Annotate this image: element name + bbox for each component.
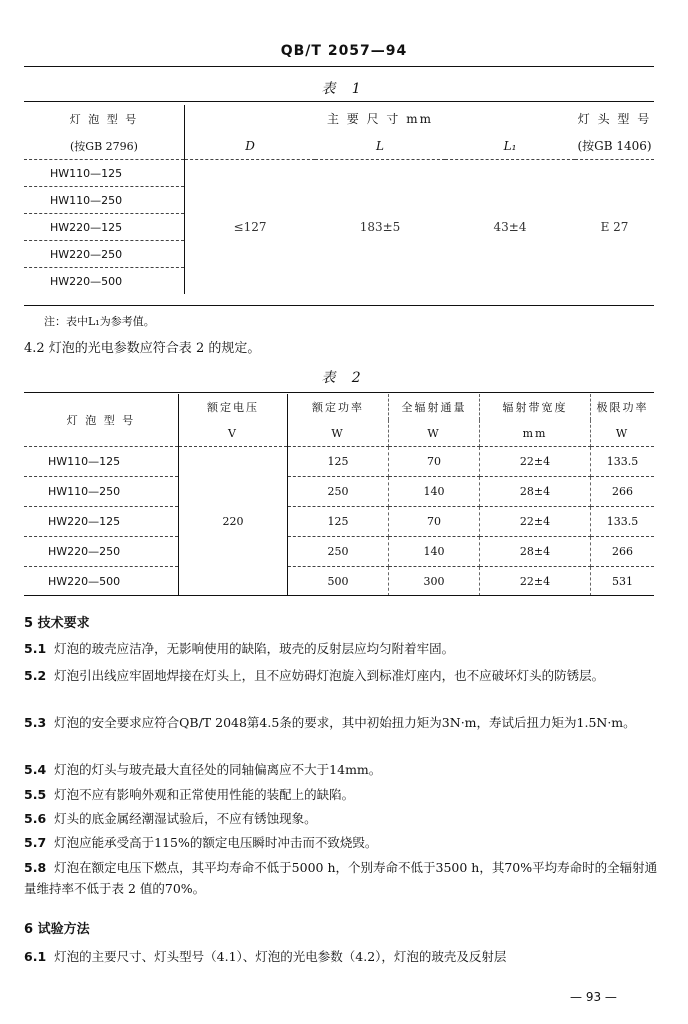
table1-title: 表 1	[321, 81, 367, 97]
table2-limit-value: 133.5	[591, 447, 655, 477]
table2-power-value: 500	[288, 567, 389, 597]
table2-limit-value: 531	[612, 575, 633, 588]
table2-width-value: 22±4	[480, 507, 591, 537]
table2-unit-limit: W	[591, 420, 655, 447]
table1-row-type: HW220—500	[24, 268, 185, 295]
table2-unit-flux: W	[389, 420, 480, 447]
table2-power-value: 125	[288, 507, 389, 537]
clause-text: 灯泡的玻壳应洁净，无影响使用的缺陷，玻壳的反射层应均匀附着牢固。	[54, 641, 455, 656]
table1-header-base: 灯 头 型 号	[577, 112, 652, 126]
table1	[24, 105, 654, 294]
table1-l-value: 183±5	[359, 220, 401, 234]
table1-row-type: HW220—250	[24, 241, 185, 268]
table2-power-value: 125	[288, 447, 389, 477]
clause-6-1	[24, 946, 658, 967]
clause-5-3	[24, 712, 658, 733]
clause-5-7	[24, 832, 658, 853]
table2-width-value: 28±4	[480, 477, 591, 507]
table1-header-d: D	[185, 132, 316, 160]
clause-5-1	[24, 638, 658, 659]
table-row	[24, 537, 654, 567]
clause-text: 灯泡不应有影响外观和正常使用性能的装配上的缺陷。	[54, 787, 355, 802]
table2-limit-value: 133.5	[591, 507, 655, 537]
clause-number: 5.1	[24, 641, 47, 656]
clause-number: 5.2	[24, 668, 47, 683]
table1-l1-value: 43±4	[493, 220, 527, 234]
table1-row-type: HW110—125	[24, 160, 185, 187]
table1-header-l: L	[315, 132, 445, 160]
table2	[24, 394, 654, 596]
clause-number: 5.4	[24, 762, 47, 777]
table2-unit-power: W	[288, 420, 389, 447]
table1-note: 注：表中L₁为参考值。	[44, 315, 155, 328]
clause-5-2	[24, 665, 658, 686]
table2-row-type: HW110—250	[24, 477, 179, 507]
header-rule	[24, 66, 654, 67]
table2-limit-value: 266	[591, 537, 655, 567]
clause-5-8	[24, 857, 658, 899]
table2-row-type: HW110—125	[24, 447, 179, 477]
table2-header-limit-power: 极限功率	[596, 401, 649, 414]
section-6-heading: 6 试验方法	[24, 922, 90, 937]
clause-text: 灯泡引出线应牢固地焊接在灯头上，且不应妨碍灯泡旋入到标准灯座内，也不应破坏灯头的防锈层。	[54, 668, 605, 683]
table2-width-value: 22±4	[480, 567, 591, 597]
table2-header-type: 灯 泡 型 号	[24, 394, 179, 447]
table2-unit-width: mm	[480, 420, 591, 447]
clause-text: 灯泡的安全要求应符合QB/T 2048第4.5条的要求，其中初始扭力矩为3N·m，寿试后扭力矩为1.5N·m。	[54, 715, 636, 730]
table2-bottom-rule	[24, 595, 654, 596]
table2-row-type: HW220—250	[24, 537, 179, 567]
clause-5-4	[24, 759, 658, 780]
clause-text: 灯泡在额定电压下燃点，其平均寿命不低于5000 h，个别寿命不低于3500 h，其70%平均寿命时的全辐射通量维持率不低于表 2 值的70%。	[24, 860, 658, 896]
table2-flux-value: 300	[389, 567, 480, 597]
clause-text: 灯泡的灯头与玻壳最大直径处的同轴偏离应不大于14mm。	[54, 762, 382, 777]
clause-text: 灯头的底金属经潮湿试验后，不应有锈蚀现象。	[54, 811, 317, 826]
clause-number: 6.1	[24, 949, 47, 964]
clause-text: 灯泡应能承受高于115%的额定电压瞬时冲击而不致烧毁。	[54, 835, 378, 850]
page-number: — 93 —	[570, 990, 617, 1004]
table1-header-dimensions: 主 要 尺 寸 mm	[326, 112, 434, 126]
table2-flux-value: 140	[389, 477, 480, 507]
table2-row-type: HW220—500	[24, 567, 179, 597]
table1-header-type: 灯 泡 型 号	[24, 105, 185, 132]
table2-width-value: 22±4	[480, 447, 591, 477]
table1-top-rule	[24, 101, 654, 102]
table2-header-flux: 全辐射通量	[389, 394, 480, 420]
clause-number: 5.5	[24, 787, 47, 802]
standard-number: QB/T 2057—94	[280, 43, 408, 59]
table1-header-type-std: (按GB 2796)	[24, 132, 185, 160]
table1-header-l1: L₁	[445, 132, 575, 160]
section-5-heading: 5 技术要求	[24, 616, 90, 631]
table-row	[24, 477, 654, 507]
paragraph-4-2: 4.2 灯泡的光电参数应符合表 2 的规定。	[24, 341, 261, 356]
table2-limit-value: 266	[591, 477, 655, 507]
table2-header-power: 额定功率	[288, 394, 389, 420]
table2-power-value: 250	[288, 537, 389, 567]
table-row	[24, 447, 654, 477]
clause-5-5	[24, 784, 658, 805]
table1-header-base-std: (按GB 1406)	[575, 132, 654, 160]
table-row	[24, 507, 654, 537]
table1-d-value: ≤127	[233, 220, 267, 234]
table1-base-value: E 27	[600, 220, 629, 234]
clause-text: 灯泡的主要尺寸、灯头型号（4.1）、灯泡的光电参数（4.2），灯泡的玻壳及反射层	[54, 949, 507, 964]
clause-number: 5.6	[24, 811, 47, 826]
table1-row-type: HW220—125	[24, 214, 185, 241]
table2-header-width: 辐射带宽度	[480, 394, 591, 420]
table2-voltage-value: 220	[179, 447, 288, 597]
table2-flux-value: 70	[389, 447, 480, 477]
table-row	[24, 567, 654, 597]
table2-top-rule	[24, 392, 654, 393]
table2-width-value: 28±4	[480, 537, 591, 567]
table1-row-type: HW110—250	[24, 187, 185, 214]
clause-number: 5.3	[24, 715, 47, 730]
table2-row-type: HW220—125	[24, 507, 179, 537]
clause-number: 5.8	[24, 860, 47, 875]
clause-number: 5.7	[24, 835, 47, 850]
table2-unit-voltage: V	[179, 420, 288, 447]
table2-power-value: 250	[288, 477, 389, 507]
table2-flux-value: 140	[389, 537, 480, 567]
clause-5-6	[24, 808, 658, 829]
table2-title: 表 2	[321, 370, 367, 386]
table2-flux-value: 70	[389, 507, 480, 537]
table1-bottom-rule	[24, 305, 654, 306]
table2-header-voltage: 额定电压	[179, 394, 288, 420]
